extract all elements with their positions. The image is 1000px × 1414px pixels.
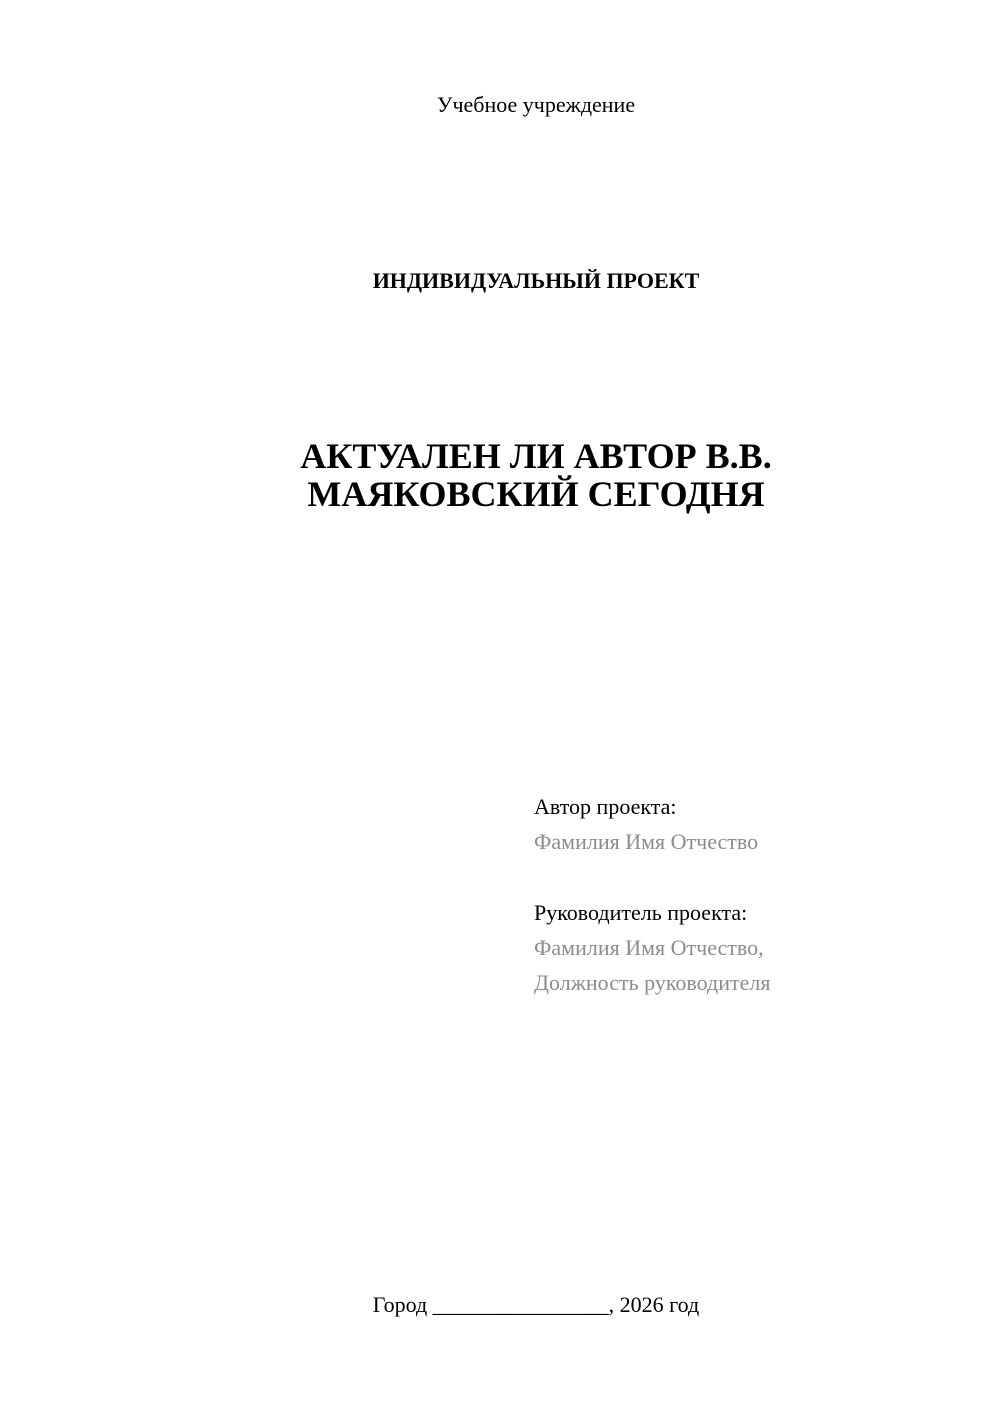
document-type: ИНДИВИДУАЛЬНЫЙ ПРОЕКТ	[372, 268, 700, 293]
supervisor-position: Должность руководителя	[534, 970, 771, 995]
credits-block	[534, 789, 974, 1000]
institution-name: Учебное учреждение	[436, 92, 636, 117]
supervisor-label: Руководитель проекта:	[534, 900, 748, 925]
project-title	[0, 437, 1000, 513]
city-year-line: Город ________________, 2026 год	[372, 1292, 700, 1317]
project-title-line-1: АКТУАЛЕН ЛИ АВТОР В.В.	[300, 436, 772, 476]
project-title-line-2: МАЯКОВСКИЙ СЕГОДНЯ	[307, 474, 765, 514]
author-name: Фамилия Имя Отчество	[534, 829, 759, 854]
credits-spacer	[534, 859, 974, 895]
author-label: Автор проекта:	[534, 794, 677, 819]
supervisor-name: Фамилия Имя Отчество,	[534, 935, 764, 960]
